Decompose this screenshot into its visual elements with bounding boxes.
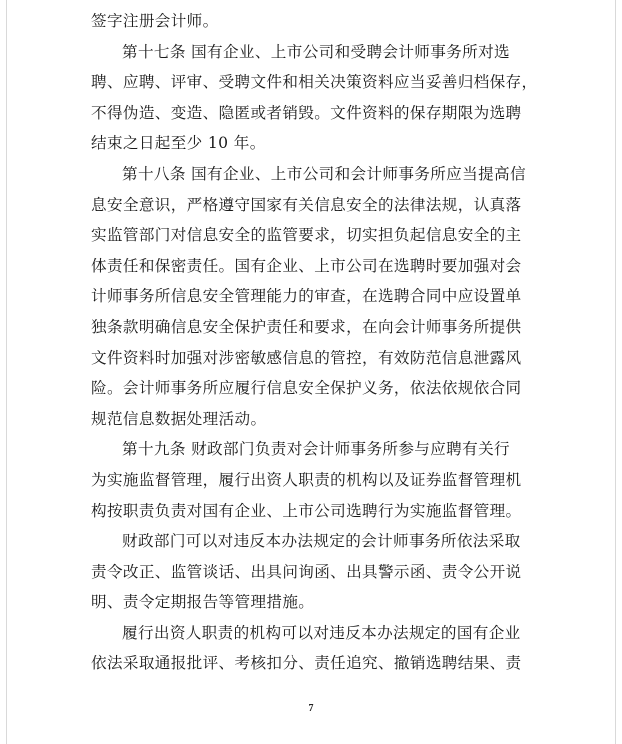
- text-line: 规范信息数据处理活动。: [91, 409, 267, 428]
- text-line: 险。会计师事务所应履行信息安全保护义务，依法依规依合同: [91, 379, 522, 398]
- text-line: 文件资料时加强对涉密敏感信息的管控，有效防范信息泄露风: [91, 348, 522, 367]
- text-line: 结束之日起至少 10 年。: [91, 134, 266, 153]
- text-line: 不得伪造、变造、隐匿或者销毁。文件资料的保存期限为选聘: [91, 103, 522, 122]
- paragraph-start-line: 履行出资人职责的机构可以对违反本办法规定的国有企业: [122, 623, 521, 642]
- text-line: 为实施监督管理，履行出资人职责的机构以及证券监督管理机: [91, 470, 522, 489]
- text-line: 息安全意识，严格遵守国家有关信息安全的法律法规，认真落: [91, 195, 522, 214]
- text-line: 责令改正、监管谈话、出具问询函、出具警示函、责令公开说: [91, 562, 522, 581]
- text-line: 实监管部门对信息安全的监管要求，切实担负起信息安全的主: [91, 226, 522, 245]
- text-line: 计师事务所信息安全管理能力的审查，在选聘合同中应设置单: [91, 287, 522, 306]
- text-line: 明、责令定期报告等管理措施。: [91, 593, 315, 612]
- text-line: 体责任和保密责任。国有企业、上市公司在选聘时要加强对会: [91, 256, 522, 275]
- article-17-heading-line: 第十七条 国有企业、上市公司和受聘会计师事务所对选: [122, 42, 510, 61]
- document-body: [91, 6, 538, 679]
- text-line: 签字注册会计师。: [91, 12, 219, 30]
- page-number: 7: [308, 703, 314, 714]
- article-19-heading-line: 第十九条 财政部门负责对会计师事务所参与应聘有关行: [122, 440, 510, 459]
- paragraph-start-line: 财政部门可以对违反本办法规定的会计师事务所依法采取: [122, 532, 521, 551]
- text-line: 聘、应聘、评审、受聘文件和相关决策资料应当妥善归档保存，: [91, 73, 538, 92]
- text-line: 独条款明确信息安全保护责任和要求，在向会计师事务所提供: [91, 317, 522, 336]
- article-18-heading-line: 第十八条 国有企业、上市公司和会计师事务所应当提高信: [122, 164, 526, 183]
- page-right-edge: [615, 0, 616, 744]
- page-left-edge: [6, 0, 7, 744]
- text-line: 依法采取通报批评、考核扣分、责任追究、撤销选聘结果、责: [91, 654, 522, 673]
- text-line: 构按职责负责对国有企业、上市公司选聘行为实施监督管理。: [91, 501, 522, 520]
